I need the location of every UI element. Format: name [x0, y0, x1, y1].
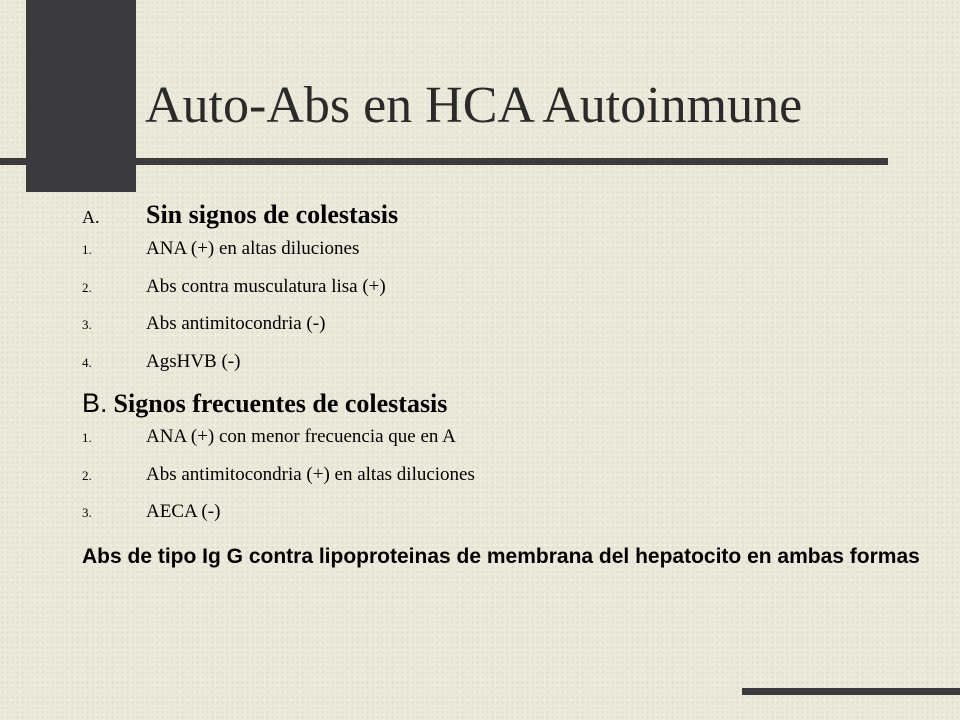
title-underline-rule [0, 158, 888, 165]
list-item [82, 351, 922, 389]
list-item-text: AECA (-) [146, 501, 221, 522]
list-item-number: 1. [82, 242, 92, 257]
list-item-number: 1. [82, 430, 92, 445]
list-item-number: 3. [82, 505, 92, 520]
list-item-text: ANA (+) con menor frecuencia que en A [146, 426, 456, 447]
section-a-heading [82, 200, 922, 238]
bottom-right-rule [742, 688, 960, 695]
section-a-marker: A. [82, 207, 100, 227]
slide-title: Auto-Abs en HCA Autoinmune [145, 77, 803, 134]
list-item-text: Abs antimitocondria (+) en altas diluciones [146, 463, 475, 485]
slide-body [82, 200, 922, 570]
section-b-title: Signos frecuentes de colestasis [113, 389, 448, 418]
list-item [82, 501, 922, 539]
section-b-marker: B. [82, 388, 108, 418]
conclusion-text: Abs de tipo Ig G contra lipoproteinas de membrana del hepatocito en ambas formas [82, 544, 920, 568]
list-item [82, 313, 922, 351]
list-item-number: 2. [82, 279, 92, 295]
section-a-title: Sin signos de colestasis [146, 200, 399, 229]
list-item-text: Abs antimitocondria (-) [146, 313, 326, 334]
list-item-number: 2. [82, 467, 92, 483]
list-item-text: AgsHVB (-) [146, 350, 241, 372]
list-item-number: 4. [82, 354, 92, 370]
list-item [82, 276, 922, 314]
list-item-text: Abs contra musculatura lisa (+) [146, 275, 386, 297]
list-item-text: ANA (+) en altas diluciones [146, 238, 360, 259]
list-item-number: 3. [82, 317, 92, 332]
list-item [82, 426, 922, 464]
list-item [82, 464, 922, 502]
section-b-heading [82, 388, 922, 426]
list-item [82, 238, 922, 276]
